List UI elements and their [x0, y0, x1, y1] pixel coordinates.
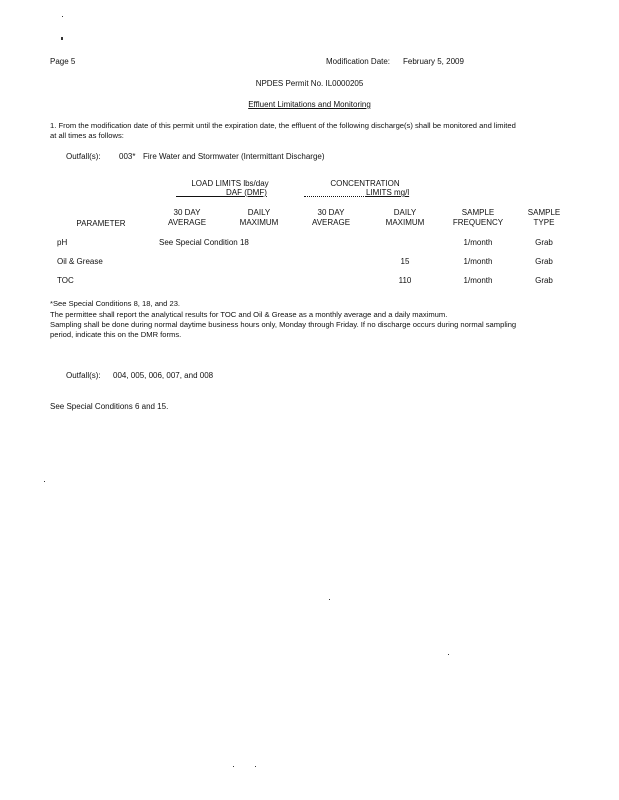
row-ph-note: See Special Condition 18: [159, 238, 249, 247]
load-limits-heading: LOAD LIMITS lbs/day: [191, 179, 269, 188]
permit-number: NPDES Permit No. IL0000205: [255, 79, 364, 88]
intro-line-1: 1. From the modification date of this permit until the expiration date, the effluent of the following discharge(s) shall be monitored and limited: [50, 121, 516, 130]
col-type-2: TYPE: [533, 218, 555, 227]
col-30day-conc-1: 30 DAY: [317, 208, 345, 217]
col-frequency-1: SAMPLE: [461, 208, 495, 217]
outfall-label: Outfall(s):: [66, 152, 101, 161]
note-line-1: *See Special Conditions 8, 18, and 23.: [50, 299, 181, 308]
scan-speck: [255, 766, 256, 767]
row-oil-parameter: Oil & Grease: [57, 257, 103, 266]
scan-speck: [233, 766, 234, 767]
load-limits-subheading: DAF (DMF): [226, 188, 267, 197]
note-line-2: The permittee shall report the analytical results for TOC and Oil & Grease as a monthly average and a daily maximum.: [50, 310, 448, 319]
note-line-4: period, indicate this on the DMR forms.: [50, 330, 182, 339]
col-type-1: SAMPLE: [527, 208, 561, 217]
scan-speck: [329, 599, 330, 600]
row-toc-frequency: 1/month: [463, 276, 493, 285]
row-toc-parameter: TOC: [57, 276, 74, 285]
col-daily-load-1: DAILY: [247, 208, 271, 217]
row-ph-parameter: pH: [57, 238, 68, 247]
outfall2-numbers: 004, 005, 006, 007, and 008: [113, 371, 214, 380]
col-frequency-2: FREQUENCY: [452, 218, 504, 227]
intro-line-2: at all times as follows:: [50, 131, 124, 140]
outfall-number: 003*: [119, 152, 136, 161]
section-title-text: Effluent Limitations and Monitoring: [248, 100, 371, 109]
section-title: [0, 100, 619, 109]
concentration-subheading: LIMITS mg/l: [366, 188, 410, 197]
col-daily-conc-1: DAILY: [393, 208, 417, 217]
row-toc-type: Grab: [535, 276, 553, 285]
note-line-3: Sampling shall be done during normal daytime business hours only, Monday through Friday. If no discharge occurs during normal sampling: [50, 320, 517, 329]
col-parameter: PARAMETER: [76, 219, 126, 228]
col-30day-load-2: AVERAGE: [167, 218, 207, 227]
outfall-description: Fire Water and Stormwater (Intermittant Discharge): [143, 152, 325, 161]
modification-label: Modification Date:: [326, 57, 391, 66]
col-30day-load-1: 30 DAY: [173, 208, 201, 217]
page-number: Page 5: [50, 57, 76, 66]
row-ph-frequency: 1/month: [463, 238, 493, 247]
col-daily-load-2: MAXIMUM: [239, 218, 279, 227]
scan-speck: [448, 654, 449, 655]
row-oil-daily-max: 15: [400, 257, 410, 266]
load-limits-rule: [176, 196, 226, 197]
row-oil-frequency: 1/month: [463, 257, 493, 266]
concentration-rule: [304, 196, 366, 197]
scan-speck: [44, 481, 45, 482]
concentration-heading: CONCENTRATION: [330, 179, 400, 188]
col-daily-conc-2: MAXIMUM: [385, 218, 425, 227]
row-oil-type: Grab: [535, 257, 553, 266]
modification-date: February 5, 2009: [403, 57, 464, 66]
outfall2-label: Outfall(s):: [66, 371, 101, 380]
row-toc-daily-max: 110: [398, 276, 412, 285]
scan-speck: [61, 37, 63, 40]
col-30day-conc-2: AVERAGE: [311, 218, 351, 227]
row-ph-type: Grab: [535, 238, 553, 247]
scan-speck: [62, 16, 63, 17]
special-conditions-note: See Special Conditions 6 and 15.: [50, 402, 169, 411]
